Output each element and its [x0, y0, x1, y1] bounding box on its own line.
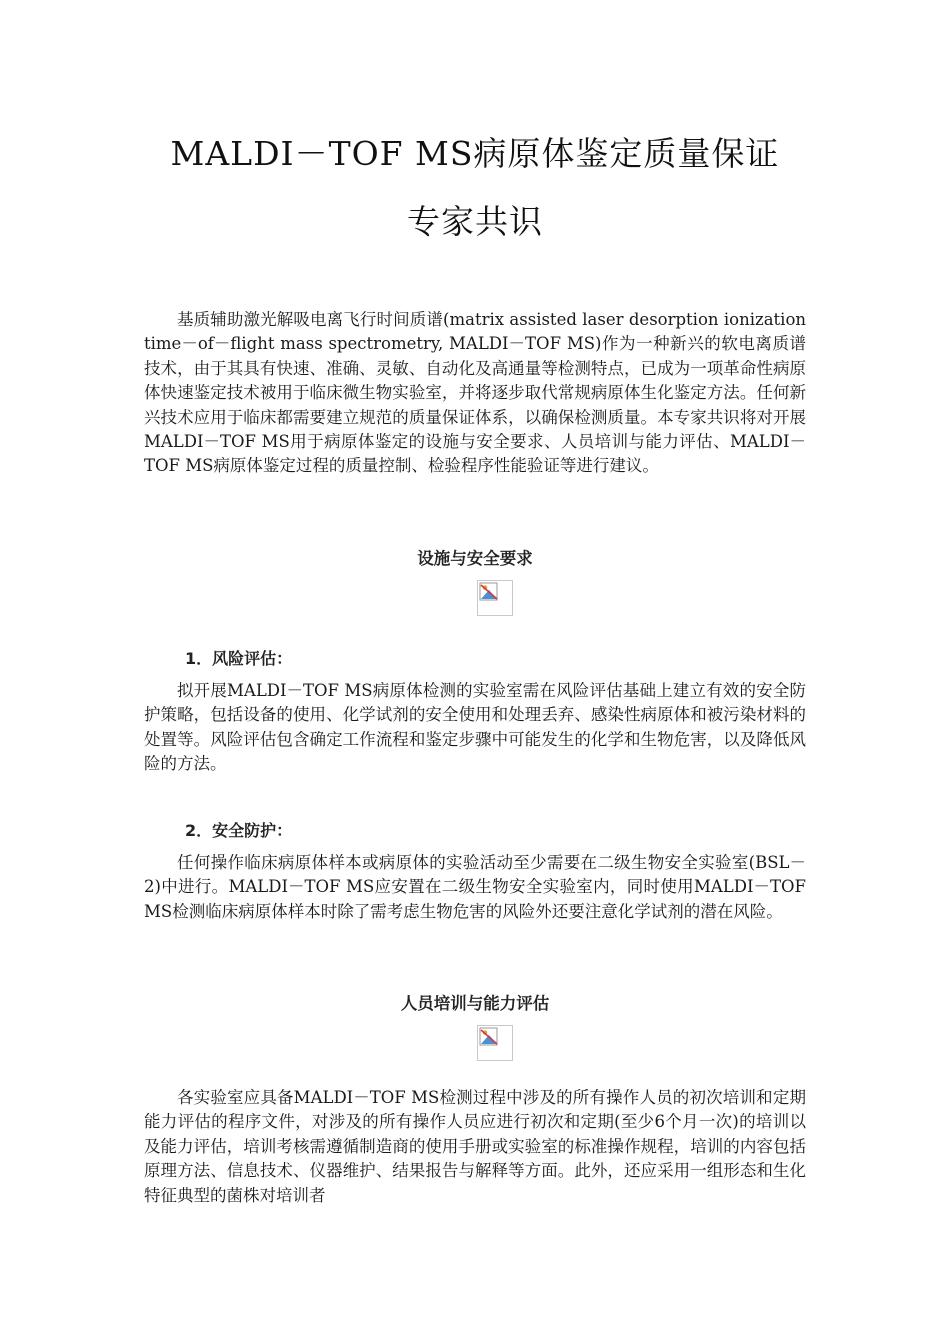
section-heading-personnel-training: 人员培训与能力评估 [400, 994, 550, 1013]
broken-image-icon [477, 1025, 513, 1061]
broken-image-graphic [479, 582, 499, 602]
subsection-heading-safety-protection: 2．安全防护： [185, 821, 293, 840]
risk-assessment-paragraph: 拟开展MALDI－TOF MS病原体检测的实验室需在风险评估基础上建立有效的安全防护策略，包括设备的使用、化学试剂的安全使用和处理丢弃、感染性病原体和被污染材料的处置等。风险评估包含确定工作流程和鉴定步骤中可能发生的化学和生物危害，以及降低风险的方法。 [144, 681, 806, 774]
document-title-line-1: MALDI－TOF MS病原体鉴定质量保证 [170, 134, 780, 173]
broken-image-icon [477, 580, 513, 616]
document-title-line-2: 专家共识 [407, 202, 543, 241]
section-heading-facilities: 设施与安全要求 [417, 549, 533, 568]
subsection-heading-risk-assessment: 1．风险评估： [185, 649, 293, 668]
intro-paragraph: 基质辅助激光解吸电离飞行时间质谱(matrix assisted laser desorption ionization time－of－flight mass spectrometry, MALDI－TOF MS)作为一种新兴的软电离质谱技术，由于其具有快速、准确、灵敏、自动化及高通量等检测特点，已成为一项革命性病原体快速鉴定技术被用于临床微生物实验室，并将逐步取代常规病原体生化鉴定方法。任何新兴技术应用于临床都需要建立规范的质量保证体系，以确保检测质量。本专家共识将对开展MALDI－TOF MS用于病原体鉴定的设施与安全要求、人员培训与能力评估、MALDI－TOF MS病原体鉴定过程的质量控制、检验程序性能验证等进行建议。 [144, 310, 806, 476]
safety-protection-paragraph: 任何操作临床病原体样本或病原体的实验活动至少需要在二级生物安全实验室(BSL－2)中进行。MALDI－TOF MS应安置在二级生物安全实验室内，同时使用MALDI－TOF MS检测临床病原体样本时除了需考虑生物危害的风险外还要注意化学试剂的潜在风险。 [144, 853, 806, 921]
broken-image-graphic [479, 1027, 499, 1047]
personnel-training-paragraph: 各实验室应具备MALDI－TOF MS检测过程中涉及的所有操作人员的初次培训和定期能力评估的程序文件，对涉及的所有操作人员应进行初次和定期(至少6个月一次)的培训以及能力评估，培训考核需遵循制造商的使用手册或实验室的标准操作规程，培训的内容包括原理方法、信息技术、仪器维护、结果报告与解释等方面。此外，还应采用一组形态和生化特征典型的菌株对培训者 [144, 1088, 806, 1205]
